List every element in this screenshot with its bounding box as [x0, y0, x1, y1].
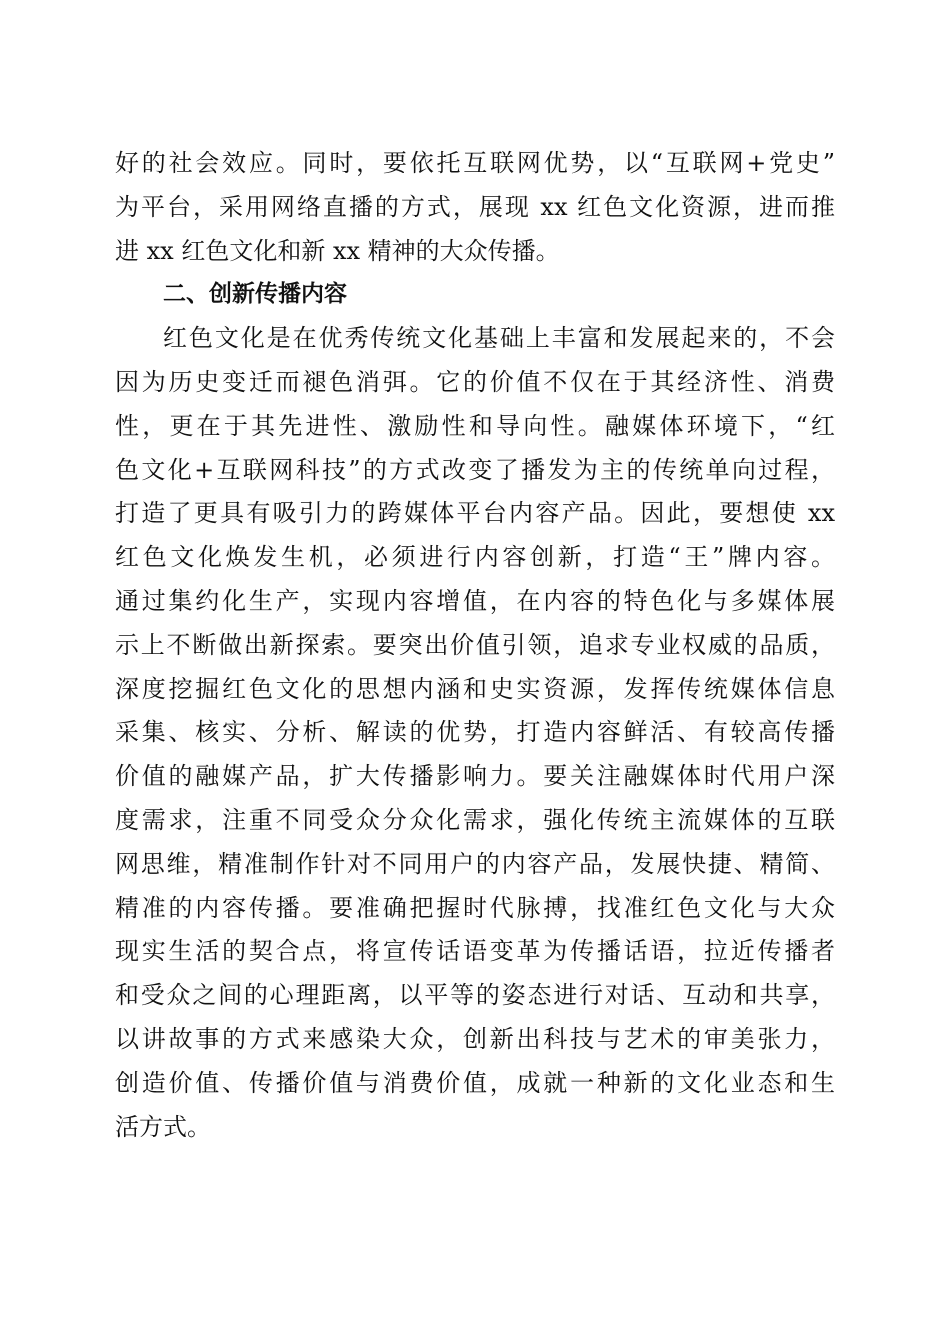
text-line: 色文化+互联网科技”的方式改变了播发为主的传统单向过程，: [115, 455, 835, 484]
paragraph-2: [115, 317, 835, 1149]
text-line: 因为历史变迁而褪色消弭。它的价值不仅在于其经济性、消费: [115, 367, 835, 396]
text-line: 好的社会效应。同时，要依托互联网优势，以“互联网+党史”: [115, 149, 835, 177]
text-line: 精准的内容传播。要准确把握时代脉搏，找准红色文化与大众: [115, 893, 835, 922]
text-line: 活方式。: [115, 1112, 211, 1141]
text-line: 和受众之间的心理距离，以平等的姿态进行对话、互动和共享，: [115, 981, 835, 1010]
text-line: 红色文化焕发生机，必须进行内容创新，打造“王”牌内容。: [115, 543, 835, 572]
paragraph-1: [115, 142, 835, 273]
text-line: 示上不断做出新探索。要突出价值引领，追求专业权威的品质，: [115, 630, 835, 659]
text-line: 以讲故事的方式来感染大众，创新出科技与艺术的审美张力，: [115, 1024, 835, 1053]
text-line: 网思维，精准制作针对不同用户的内容产品，发展快捷、精简、: [115, 849, 835, 878]
text-line: 价值的融媒产品，扩大传播影响力。要关注融媒体时代用户深: [115, 762, 835, 791]
text-line: 通过集约化生产，实现内容增值，在内容的特色化与多媒体展: [115, 586, 835, 615]
text-line: 深度挖掘红色文化的思想内涵和史实资源，发挥传统媒体信息: [115, 674, 835, 703]
text-line: 度需求，注重不同受众分众化需求，强化传统主流媒体的互联: [115, 805, 835, 834]
text-line: 性，更在于其先进性、激励性和导向性。融媒体环境下，“红: [115, 411, 835, 440]
text-line: 采集、核实、分析、解读的优势，打造内容鲜活、有较高传播: [115, 718, 835, 747]
text-line: 为平台，采用网络直播的方式，展现 xx 红色文化资源，进而推: [115, 192, 835, 221]
text-line: 进 xx 红色文化和新 xx 精神的大众传播。: [115, 236, 560, 265]
text-line: 创造价值、传播价值与消费价值，成就一种新的文化业态和生: [115, 1068, 835, 1097]
section-heading: 二、创新传播内容: [163, 281, 347, 308]
text-line: 红色文化是在优秀传统文化基础上丰富和发展起来的，不会: [163, 324, 835, 353]
text-line: 现实生活的契合点，将宣传话语变革为传播话语，拉近传播者: [115, 937, 835, 966]
body-text: [115, 142, 835, 1149]
text-line: 打造了更具有吸引力的跨媒体平台内容产品。因此，要想使 xx: [115, 499, 835, 528]
